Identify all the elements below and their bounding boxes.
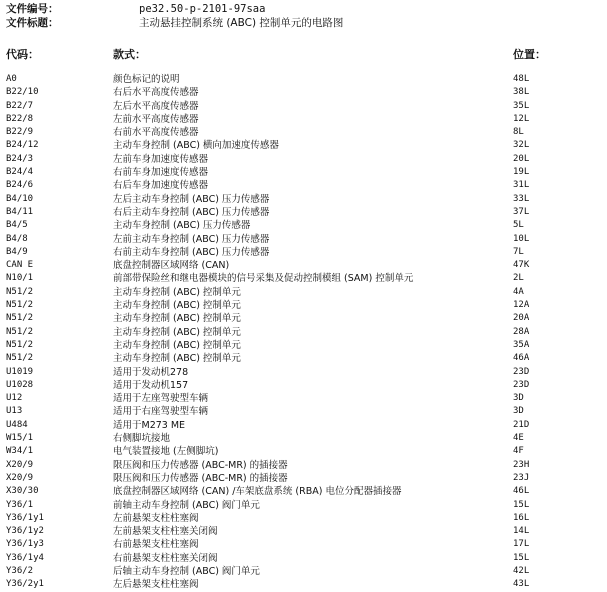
- file-title-label: 文件标题：: [6, 17, 59, 29]
- table-row: [0, 472, 607, 485]
- component-position: 20L: [513, 153, 530, 164]
- component-code: N51/2: [6, 339, 34, 350]
- component-position: 4F: [513, 446, 524, 457]
- code-column-header: 代码：: [6, 48, 39, 61]
- component-position: 46A: [513, 353, 530, 364]
- component-description: 适用于M273 ME: [113, 419, 186, 431]
- component-description: 限压阀和压力传感器 (ABC-MR) 的插接器: [113, 472, 288, 484]
- component-description: 主动车身控制 (ABC) 控制单元: [113, 313, 241, 325]
- component-code: U13: [6, 406, 23, 417]
- component-position: 16L: [513, 512, 530, 523]
- table-row: [0, 432, 607, 445]
- component-code: B4/9: [6, 246, 28, 257]
- table-row: [0, 73, 607, 86]
- component-code: A0: [6, 74, 17, 84]
- component-code: N51/2: [6, 286, 34, 297]
- component-position: 5L: [513, 220, 524, 231]
- table-row: [0, 552, 607, 565]
- table-row: [0, 525, 607, 538]
- component-position: 7L: [513, 246, 524, 257]
- position-column-header: 位置：: [513, 48, 546, 61]
- component-description: 右前悬架支柱柱塞阀: [113, 539, 199, 551]
- component-position: 31L: [513, 180, 530, 191]
- table-row: [0, 153, 607, 166]
- component-description: 右后水平高度传感器: [113, 87, 199, 99]
- component-code: B22/8: [6, 113, 34, 124]
- table-row: [0, 179, 607, 192]
- component-position: 2L: [513, 273, 524, 284]
- component-position: 35A: [513, 339, 530, 350]
- component-position: 15L: [513, 499, 530, 510]
- component-description: 左后水平高度传感器: [113, 100, 199, 112]
- component-description: 适用于发动机278: [113, 366, 189, 378]
- component-position: 8L: [513, 127, 524, 138]
- table-row: [0, 299, 607, 312]
- file-title-value: 主动悬挂控制系统 (ABC) 控制单元的电路图: [139, 17, 344, 29]
- component-position: 21D: [513, 419, 530, 430]
- component-code: CAN E: [6, 260, 34, 271]
- component-position: 3D: [513, 393, 524, 404]
- table-row: [0, 272, 607, 285]
- component-code: U1019: [6, 366, 34, 377]
- component-position: 48L: [513, 74, 530, 84]
- component-position: 43L: [513, 579, 530, 590]
- component-position: 23H: [513, 459, 530, 470]
- component-code: B24/6: [6, 180, 34, 191]
- component-code: B4/5: [6, 220, 28, 231]
- table-row: [0, 246, 607, 259]
- component-description: 主动车身控制 (ABC) 压力传感器: [113, 220, 251, 232]
- component-description: 底盘控制器区域网络 (CAN): [113, 260, 230, 272]
- component-description: 电气装置接地 (左侧脚坑): [113, 446, 219, 458]
- table-row: [0, 459, 607, 472]
- component-position: 32L: [513, 140, 530, 151]
- component-code: B24/3: [6, 153, 34, 164]
- table-row: [0, 233, 607, 246]
- component-code: Y36/1y4: [6, 552, 44, 563]
- component-code: U484: [6, 419, 28, 430]
- component-description: 前轴主动车身控制 (ABC) 阀门单元: [113, 499, 260, 511]
- component-code: X20/9: [6, 472, 34, 483]
- component-position: 17L: [513, 539, 530, 550]
- component-description: 左前悬架支柱柱塞阀: [113, 512, 199, 524]
- component-description: 主动车身控制 (ABC) 控制单元: [113, 339, 241, 351]
- component-description: 颜色标记的说明: [113, 74, 180, 85]
- table-row: [0, 512, 607, 525]
- component-code: Y36/1y1: [6, 512, 44, 523]
- file-number-value: pe32.50-p-2101-97saa: [139, 3, 266, 15]
- component-position: 42L: [513, 565, 530, 576]
- table-row: [0, 419, 607, 432]
- table-row: [0, 286, 607, 299]
- table-row: [0, 206, 607, 219]
- component-description: 右前主动车身控制 (ABC) 压力传感器: [113, 246, 270, 258]
- component-description: 右后车身加速度传感器: [113, 180, 209, 192]
- component-code: Y36/1y2: [6, 526, 44, 537]
- component-code: N51/2: [6, 353, 34, 364]
- component-code: N51/2: [6, 300, 34, 311]
- table-row: [0, 578, 607, 591]
- table-row: [0, 392, 607, 405]
- component-description: 右前悬架支柱柱塞关闭阀: [113, 552, 218, 564]
- component-description: 主动车身控制 (ABC) 控制单元: [113, 326, 241, 338]
- component-code: B22/9: [6, 127, 34, 138]
- table-row: [0, 339, 607, 352]
- component-code: N51/2: [6, 313, 34, 324]
- component-position: 47K: [513, 260, 530, 271]
- table-row: [0, 565, 607, 578]
- component-position: 15L: [513, 552, 530, 563]
- component-position: 10L: [513, 233, 530, 244]
- component-position: 46L: [513, 486, 530, 497]
- component-position: 19L: [513, 167, 530, 178]
- table-row: [0, 139, 607, 152]
- component-description: 左后主动车身控制 (ABC) 压力传感器: [113, 193, 270, 205]
- component-code: B4/10: [6, 193, 34, 204]
- table-row: [0, 352, 607, 365]
- component-position: 23D: [513, 379, 530, 390]
- component-code: B24/12: [6, 140, 39, 151]
- component-code: U1028: [6, 379, 34, 390]
- file-number-label: 文件编号：: [6, 3, 59, 15]
- component-position: 37L: [513, 206, 530, 217]
- component-position: 4E: [513, 433, 524, 444]
- table-row: [0, 405, 607, 418]
- component-code: W34/1: [6, 446, 34, 457]
- table-row: [0, 485, 607, 498]
- component-position: 14L: [513, 526, 530, 537]
- table-row: [0, 538, 607, 551]
- component-position: 12L: [513, 113, 530, 124]
- component-position: 33L: [513, 193, 530, 204]
- component-description: 适用于右座驾驶型车辆: [113, 406, 209, 418]
- component-position: 35L: [513, 100, 530, 111]
- table-row: [0, 326, 607, 339]
- component-description: 左前水平高度传感器: [113, 113, 199, 125]
- table-row: [0, 193, 607, 206]
- component-description: 底盘控制器区域网络 (CAN) /车架底盘系统 (RBA) 电位分配器插接器: [113, 486, 402, 498]
- component-description: 适用于左座驾驶型车辆: [113, 393, 209, 405]
- table-row: [0, 366, 607, 379]
- component-position: 4A: [513, 286, 524, 297]
- component-description: 后轴主动车身控制 (ABC) 阀门单元: [113, 565, 260, 577]
- component-position: 3D: [513, 406, 524, 417]
- component-description: 左前悬架支柱柱塞关闭阀: [113, 526, 218, 538]
- component-position: 12A: [513, 300, 530, 311]
- table-row: [0, 219, 607, 232]
- component-description: 右前水平高度传感器: [113, 127, 199, 139]
- component-description: 右前车身加速度传感器: [113, 167, 209, 179]
- table-row: [0, 86, 607, 99]
- component-code: Y36/2: [6, 565, 34, 576]
- component-description: 左后悬架支柱柱塞阀: [113, 579, 199, 591]
- table-row: [0, 113, 607, 126]
- component-code: Y36/1y3: [6, 539, 44, 550]
- component-position: 28A: [513, 326, 530, 337]
- component-code: Y36/2y1: [6, 579, 44, 590]
- component-description: 右侧脚坑接地: [113, 433, 171, 445]
- component-description: 限压阀和压力传感器 (ABC-MR) 的插接器: [113, 459, 288, 471]
- component-code: N10/1: [6, 273, 34, 284]
- legend-table: [0, 73, 607, 592]
- table-row: [0, 499, 607, 512]
- component-position: 23J: [513, 472, 530, 483]
- table-row: [0, 445, 607, 458]
- table-row: [0, 126, 607, 139]
- component-code: Y36/1: [6, 499, 34, 510]
- component-code: B22/7: [6, 100, 34, 111]
- component-code: X20/9: [6, 459, 34, 470]
- component-description: 前部带保险丝和继电器模块的信号采集及促动控制模组 (SAM) 控制单元: [113, 273, 414, 285]
- table-row: [0, 312, 607, 325]
- component-description: 左前主动车身控制 (ABC) 压力传感器: [113, 233, 270, 245]
- component-description: 主动车身控制 (ABC) 控制单元: [113, 300, 241, 312]
- component-code: B4/8: [6, 233, 28, 244]
- component-code: B22/10: [6, 87, 39, 98]
- table-row: [0, 100, 607, 113]
- table-row: [0, 166, 607, 179]
- component-code: X30/30: [6, 486, 39, 497]
- component-description: 左前车身加速度传感器: [113, 153, 209, 165]
- component-code: W15/1: [6, 433, 34, 444]
- component-description: 主动车身控制 (ABC) 控制单元: [113, 353, 241, 365]
- component-description: 主动车身控制 (ABC) 控制单元: [113, 286, 241, 298]
- component-position: 20A: [513, 313, 530, 324]
- component-description: 主动车身控制 (ABC) 横向加速度传感器: [113, 140, 279, 152]
- table-row: [0, 259, 607, 272]
- component-code: B4/11: [6, 206, 34, 217]
- description-column-header: 款式：: [113, 48, 146, 61]
- component-description: 右后主动车身控制 (ABC) 压力传感器: [113, 206, 270, 218]
- component-position: 38L: [513, 87, 530, 98]
- component-code: B24/4: [6, 167, 34, 178]
- component-position: 23D: [513, 366, 530, 377]
- component-code: U12: [6, 393, 23, 404]
- component-description: 适用于发动机157: [113, 379, 189, 391]
- component-code: N51/2: [6, 326, 34, 337]
- table-row: [0, 379, 607, 392]
